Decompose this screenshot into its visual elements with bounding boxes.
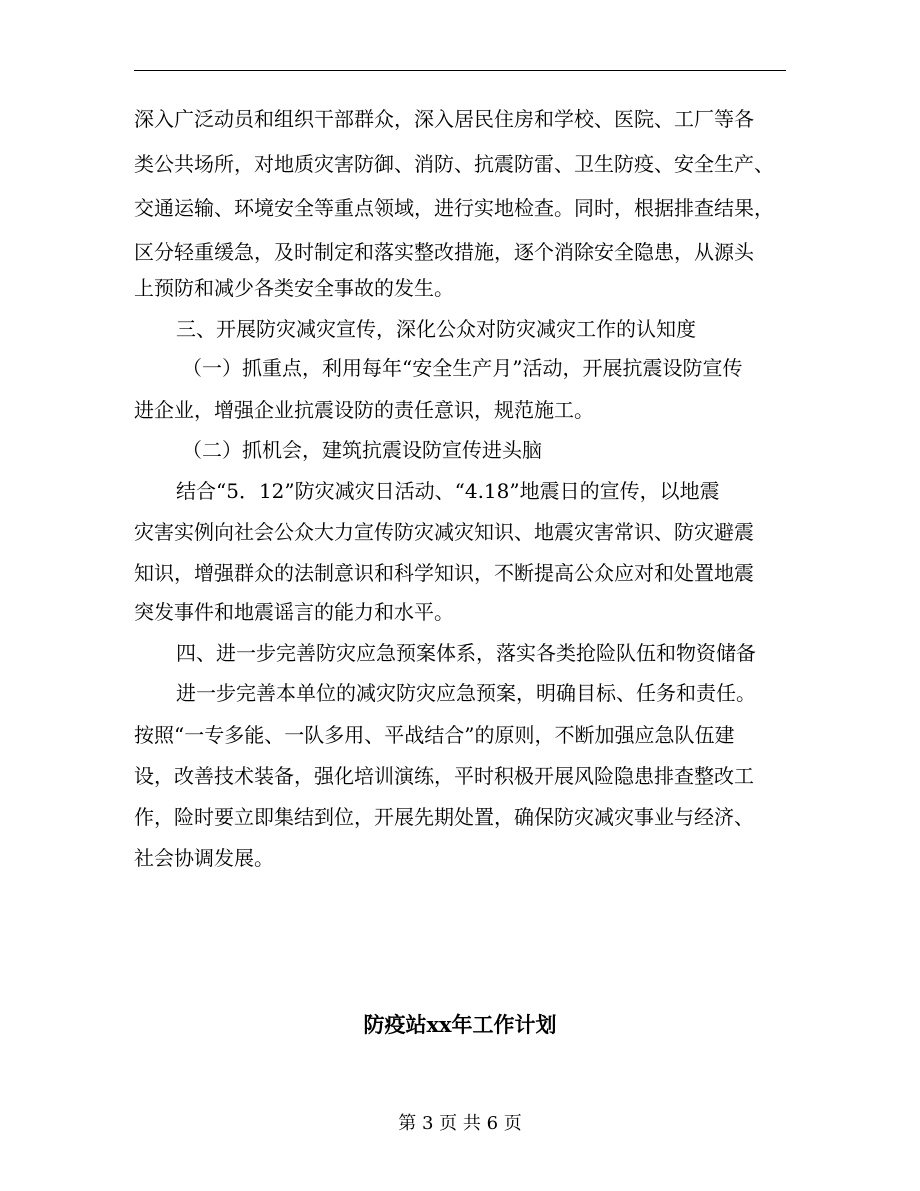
body-line-13: 突发事件和地震谣言的能力和水平。 [134, 600, 454, 624]
body-line-4: 区分轻重缓急，及时制定和落实整改措施，逐个消除安全隐患，从源头 [134, 240, 754, 264]
next-document-title: 防疫站xx年工作计划 [363, 1012, 557, 1037]
body-line-18: 作，险时要立即集结到位，开展先期处置，确保防灾减灾事业与经济、 [134, 805, 754, 829]
body-line-5: 上预防和减少各类安全事故的发生。 [134, 276, 454, 300]
body-line-16: 按照“一专多能、一队多用、平战结合”的原则，不断加强应急队伍建 [134, 723, 735, 747]
body-line-19: 社会协调发展。 [134, 846, 274, 870]
body-line-12: 知识，增强群众的法制意识和科学知识，不断提高公众应对和处置地震 [134, 561, 754, 585]
body-line-11: 灾害实例向社会公众大力宣传防灾减灾知识、地震灾害常识、防灾避震 [134, 520, 754, 544]
section-heading-4: 四、进一步完善防灾应急预案体系，落实各类抢险队伍和物资储备 [176, 641, 756, 665]
body-line-8: 进企业，增强企业抗震设防的责任意识，规范施工。 [134, 398, 594, 422]
body-line-2: 类公共场所，对地质灾害防御、消防、抗震防雷、卫生防疫、安全生产、 [134, 152, 774, 176]
body-line-1: 深入广泛动员和组织干部群众，深入居民住房和学校、医院、工厂等各 [134, 107, 754, 131]
body-line-3: 交通运输、环境安全等重点领域，进行实地检查。同时，根据排查结果， [134, 196, 774, 220]
subheading-1: （一）抓重点，利用每年“安全生产月”活动，开展抗震设防宣传 [182, 356, 743, 380]
section-heading-3: 三、开展防灾减灾宣传，深化公众对防灾减灾工作的认知度 [176, 317, 696, 341]
header-rule [134, 70, 786, 71]
body-line-15: 进一步完善本单位的减灾防灾应急预案，明确目标、任务和责任。 [176, 681, 756, 705]
subheading-2: （二）抓机会，建筑抗震设防宣传进头脑 [182, 438, 542, 462]
body-line-17: 设，改善技术装备，强化培训演练，平时积极开展风险隐患排查整改工 [134, 764, 754, 788]
page-number-footer: 第 3 页 共 6 页 [398, 1113, 522, 1134]
body-line-10: 结合“5．12”防灾减灾日活动、“4.18”地震日的宣传，以地震 [176, 479, 720, 503]
